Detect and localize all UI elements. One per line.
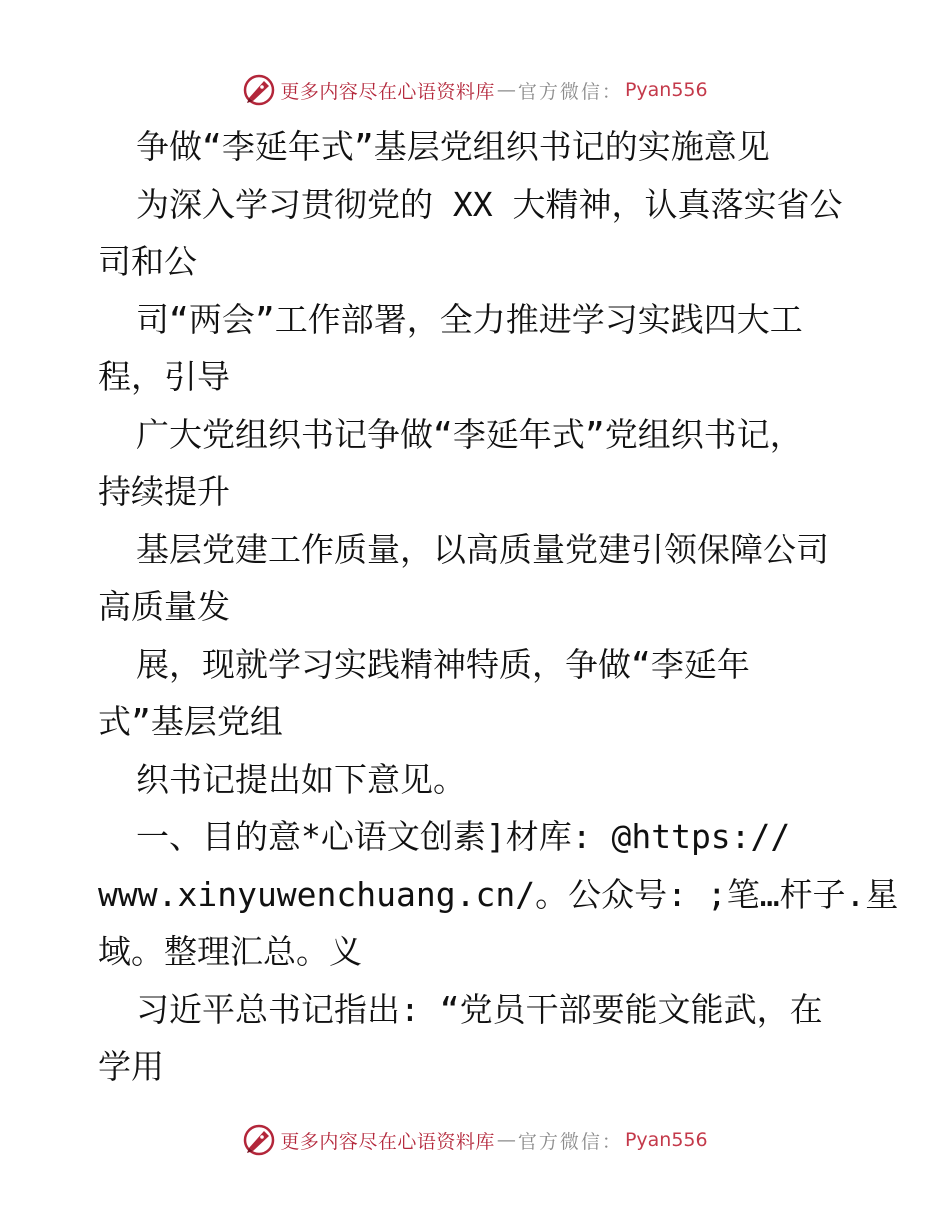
paragraph-line: 高质量发 — [98, 587, 230, 626]
section-heading-line: 一、目的意*心语文创素]材库: @https:// — [136, 817, 791, 856]
watermark-id: Pyan556 — [624, 79, 708, 101]
document-title: 争做“李延年式”基层党组织书记的实施意见 — [136, 127, 770, 166]
watermark-title: 更多内容尽在心语资料库 — [280, 1130, 495, 1153]
watermark-label: 官方微信： — [517, 1130, 623, 1153]
paragraph-line: 展，现就学习实践精神特质，争做“李延年 — [136, 644, 750, 684]
pen-nib-circle-icon — [242, 73, 276, 107]
watermark-title: 更多内容尽在心语资料库 — [280, 80, 495, 103]
watermark-id: Pyan556 — [624, 1129, 708, 1151]
document-body — [98, 118, 899, 1096]
watermark-footer — [0, 1120, 950, 1160]
paragraph-line: 学用 — [98, 1047, 164, 1086]
paragraph-line: 司“两会”工作部署，全力推进学习实践四大工 — [136, 299, 803, 339]
pen-nib-circle-icon — [242, 1123, 276, 1157]
paragraph-line: 习近平总书记指出: “党员干部要能文能武，在 — [136, 989, 823, 1029]
paragraph-line: 为深入学习贯彻党的 XX 大精神，认真落实省公 — [136, 184, 843, 224]
paragraph-line: 司和公 — [98, 242, 197, 281]
paragraph-line: www.xinyuwenchuang.cn/。公众号: ;笔…杆子.星 — [98, 874, 899, 914]
watermark-dash: — — [496, 79, 516, 101]
watermark-header — [0, 70, 950, 110]
paragraph-line: 式”基层党组 — [98, 702, 283, 741]
paragraph-line: 织书记提出如下意见。 — [136, 759, 466, 799]
watermark-label: 官方微信： — [517, 80, 623, 103]
watermark-dash: — — [496, 1129, 516, 1151]
paragraph-line: 程，引导 — [98, 357, 230, 396]
paragraph-line: 持续提升 — [98, 472, 230, 511]
paragraph-line: 广大党组织书记争做“李延年式”党组织书记， — [136, 414, 803, 454]
paragraph-line: 域。整理汇总。义 — [98, 932, 362, 971]
paragraph-line: 基层党建工作质量，以高质量党建引领保障公司 — [136, 529, 829, 569]
